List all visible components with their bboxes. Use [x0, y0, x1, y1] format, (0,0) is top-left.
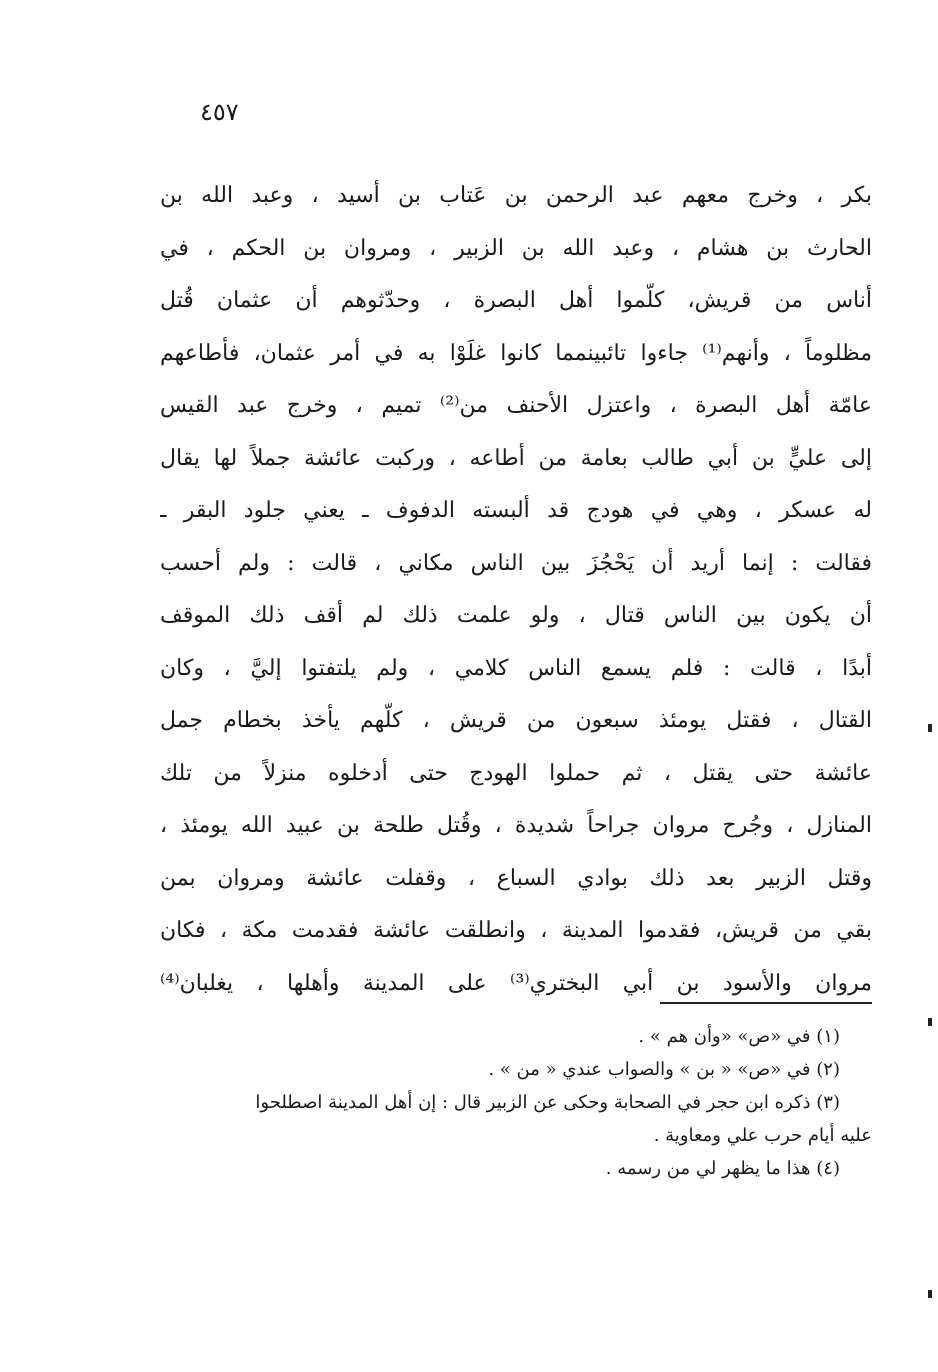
text-line: مظلوماً ، وأنهم⁽¹⁾ جاءوا تائبينمما كانوا غلَوْا به في أمر عثمان، فأطاعهم: [160, 340, 872, 366]
text-line: أناس من قريش، كلّموا أهل البصرة ، وحدّثوهم أن عثمان قُتل: [160, 288, 872, 313]
scan-speck: [928, 1290, 932, 1298]
footnote-3: (٣) ذكره ابن حجر في الصحابة وحكى عن الزبير قال : إن أهل المدينة اصطلحوا: [255, 1092, 840, 1113]
text-line: بقي من قريش، فقدموا المدينة ، وانطلقت عائشة فقدمت مكة ، فكان: [160, 918, 872, 943]
text-line: له عسكر ، وهي في هودج قد ألبسته الدفوف ـ يعني جلود البقر ـ: [160, 498, 872, 523]
footnotes: [190, 1020, 872, 1185]
scan-speck: [928, 1018, 932, 1026]
scan-speck: [928, 724, 932, 732]
text-line: فقالت : إنما أريد أن يَحْجُزَ بين الناس مكاني ، قالت : ولم أحسب: [160, 550, 872, 576]
text-line: بكر ، وخرج معهم عبد الرحمن بن عَتاب بن أسيد ، وعبد الله بن: [160, 183, 872, 208]
footnote-4: (٤) هذا ما يظهر لي من رسمه .: [605, 1158, 840, 1179]
main-text: [160, 170, 872, 1010]
footnote-2: (٢) في «ص» « بن » والصواب عندي « من » .: [488, 1059, 840, 1080]
text-line: الحارث بن هشام ، وعبد الله بن الزبير ، ومروان بن الحكم ، في: [160, 235, 872, 261]
text-line: عامّة أهل البصرة ، واعتزل الأحنف من⁽²⁾ تميم ، وخرج عبد القيس: [160, 393, 872, 418]
text-line: القتال ، فقتل يومئذ سبعون من قريش ، كلّهم يأخذ بخطام جمل: [160, 708, 872, 733]
footnote-1: (١) في «ص» «وأن هم » .: [638, 1026, 840, 1047]
text-line: وقتل الزبير بعد ذلك بوادي السباع ، وقفلت عائشة ومروان بمن: [160, 865, 872, 891]
text-line: عائشة حتى يقتل ، ثم حملوا الهودج حتى أدخلوه منزلاً من تلك: [160, 760, 872, 786]
text-line: أن يكون بين الناس قتال ، ولو علمت ذلك لم أقف ذلك الموقف: [160, 603, 872, 628]
text-line: أبدًا ، قالت : فلم يسمع الناس كلامي ، ولم يلتفتوا إليَّ ، وكان: [160, 655, 872, 681]
footnote-3-continuation: عليه أيام حرب علي ومعاوية .: [653, 1125, 872, 1146]
footnote-divider: [660, 1002, 872, 1004]
text-line: المنازل ، وجُرح مروان جراحاً شديدة ، وقُتل طلحة بن عبيد الله يومئذ ،: [160, 813, 872, 838]
page-number: ٤٥٧: [200, 98, 239, 126]
text-line: إلى عليٍّ بن أبي طالب بعامة من أطاعه ، وركبت عائشة جملاً لها يقال: [160, 445, 872, 471]
text-line: مروان والأسود بن أبي البختري⁽³⁾ على المدينة وأهلها ، يغلبان⁽⁴⁾: [160, 970, 872, 996]
